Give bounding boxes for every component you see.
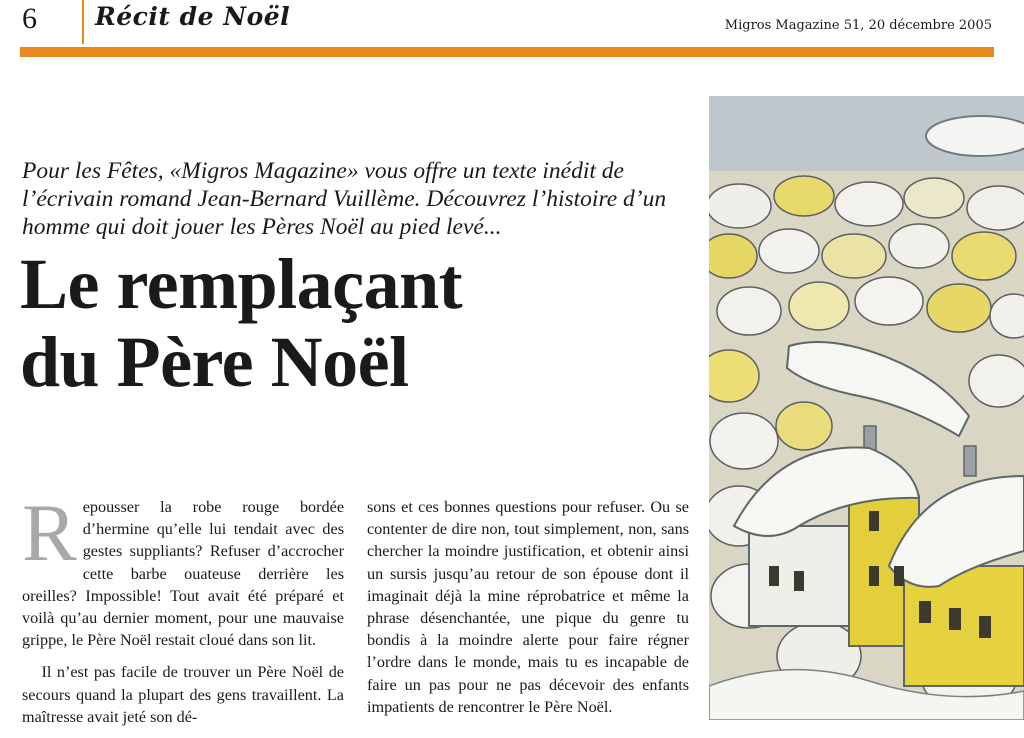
paragraph: Il n’est pas facile de trouver un Père Noël de secours quand la plupart des gens travaillent. La maîtresse avait jeté son dé- <box>22 663 344 726</box>
cloud <box>926 116 1024 156</box>
drop-cap: R <box>22 487 77 578</box>
paragraph <box>22 487 344 651</box>
paragraph: sons et ces bonnes questions pour refuser. Ou se contenter de dire non, tout simplement, non, sans chercher la moindre justification, et obtenir ainsi un sursis jusqu’au retour de son épouse dont il imaginait déjà la mine réprobatrice et même la phrase désenchantée, une pique du genre tu bondis à la moindre alerte pour faire régner l’ordre dans le monde, mais tu es incapable de faire un pas pour ne pas décevoir des enfants impatients de rencontrer le Père Noël. <box>367 498 689 716</box>
page-number: 6 <box>22 2 37 35</box>
article-lead: Pour les Fêtes, «Migros Magazine» vous offre un texte inédit de l’écrivain romand Jean-Bernard Vuillème. Découvrez l’histoire d’un homme qui doit jouer les Pères Noël au pied levé... <box>22 158 667 240</box>
masthead-info: Migros Magazine 51, 20 décembre 2005 <box>724 18 992 33</box>
headline-line-2: du Père Noël <box>20 322 409 402</box>
illustration-svg <box>709 96 1024 720</box>
article-headline <box>20 245 710 401</box>
text-column-2 <box>367 496 689 728</box>
header-divider <box>82 0 84 44</box>
text-column-1 <box>22 487 344 738</box>
orange-rule <box>20 47 994 57</box>
winter-village-illustration <box>709 96 1024 720</box>
section-title: Récit de Noël <box>95 2 291 31</box>
chimney <box>964 446 976 476</box>
headline-line-1: Le remplaçant <box>20 244 463 324</box>
paragraph-text: epousser la robe rouge bordée d’hermine qu’elle lui tendait avec des gestes suppliants? Refuser d’accrocher cette barbe ouateuse derrière les oreilles? Impossible! Tout avait été préparé et voilà qu’au dernier moment, pour une mauvaise grippe, le Père Noël restait cloué dans son lit. <box>22 498 344 650</box>
